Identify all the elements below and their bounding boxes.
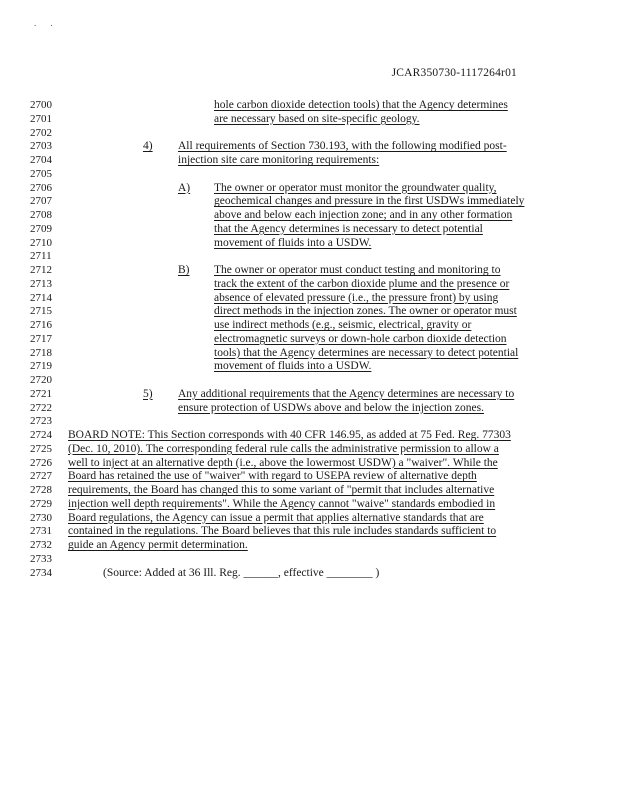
document-line xyxy=(0,552,618,566)
line-number: 2720 xyxy=(30,374,52,386)
line-text: injection well depth requirements". While the Agency cannot "waive" standards embodied in xyxy=(68,497,496,510)
document-line xyxy=(0,469,618,483)
document-line xyxy=(0,387,618,401)
list-marker: 4) xyxy=(143,140,153,153)
document-line xyxy=(0,318,618,332)
document-line xyxy=(0,442,618,456)
line-text: are necessary based on site-specific geology. xyxy=(214,112,420,125)
line-number: 2724 xyxy=(30,429,52,441)
document-line xyxy=(0,483,618,497)
line-number: 2710 xyxy=(30,236,52,249)
document-line xyxy=(0,98,618,112)
line-text: well to inject at an alternative depth (i.e., above the lowermost USDW) a "waiver". While the xyxy=(68,456,498,469)
line-number: 2712 xyxy=(30,264,52,276)
list-marker: 5) xyxy=(143,387,153,400)
document-line xyxy=(0,208,618,222)
line-number: 2701 xyxy=(30,112,52,125)
line-text: The owner or operator must monitor the groundwater quality, xyxy=(214,181,497,194)
document-line xyxy=(0,359,618,373)
line-number: 2722 xyxy=(30,401,52,414)
line-number: 2727 xyxy=(30,470,52,483)
document-line xyxy=(0,497,618,511)
document-line xyxy=(0,126,618,140)
document-line xyxy=(0,304,618,318)
document-line xyxy=(0,222,618,236)
document-line xyxy=(0,428,618,442)
line-number: 2704 xyxy=(30,154,52,166)
line-number: 2709 xyxy=(30,222,52,235)
document-line xyxy=(0,277,618,291)
line-number: 2717 xyxy=(30,332,52,345)
line-number: 2721 xyxy=(30,387,52,400)
line-text: (Dec. 10, 2010). The corresponding federal rule calls the administrative permission to allow a xyxy=(68,442,499,455)
line-number: 2730 xyxy=(30,511,52,524)
line-number: 2705 xyxy=(30,167,52,180)
line-text: that the Agency determines is necessary to detect potential xyxy=(214,222,483,235)
line-number: 2719 xyxy=(30,360,52,373)
line-number: 2731 xyxy=(30,525,52,538)
line-text: movement of fluids into a USDW. xyxy=(214,360,372,373)
document-line xyxy=(0,373,618,387)
line-text: above and below each injection zone; and in any other formation xyxy=(214,209,513,221)
line-number: 2700 xyxy=(30,99,52,111)
document-line xyxy=(0,456,618,470)
scan-corner-mark: . . xyxy=(34,18,59,28)
line-text: The owner or operator must conduct testing and monitoring to xyxy=(214,264,501,276)
line-number: 2702 xyxy=(30,126,52,139)
line-text: use indirect methods (e.g., seismic, electrical, gravity or xyxy=(214,319,472,331)
line-text: ensure protection of USDWs above and below the injection zones. xyxy=(178,401,484,414)
document-line xyxy=(0,291,618,305)
document-line xyxy=(0,566,618,580)
line-number: 2708 xyxy=(30,209,52,221)
line-text: BOARD NOTE: This Section corresponds with 40 CFR 146.95, as added at 75 Fed. Reg. 77303 xyxy=(68,429,511,441)
line-text: tools) that the Agency determines are necessary to detect potential xyxy=(214,346,519,359)
line-text: direct methods in the injection zones. The owner or operator must xyxy=(214,305,517,318)
line-number: 2715 xyxy=(30,305,52,318)
line-text: contained in the regulations. The Board believes that this rule includes standards sufficient to xyxy=(68,525,497,538)
document-line xyxy=(0,112,618,126)
line-number: 2716 xyxy=(30,319,52,331)
line-text: absence of elevated pressure (i.e., the pressure front) by using xyxy=(214,291,499,304)
line-text: electromagnetic surveys or down-hole carbon dioxide detection xyxy=(214,332,507,345)
line-number: 2711 xyxy=(30,250,52,263)
line-number: 2728 xyxy=(30,484,52,496)
line-number: 2729 xyxy=(30,497,52,510)
line-text: movement of fluids into a USDW. xyxy=(214,236,372,249)
line-number: 2714 xyxy=(30,291,52,304)
line-number: 2733 xyxy=(30,552,52,565)
document-line xyxy=(0,332,618,346)
line-number: 2726 xyxy=(30,456,52,469)
document-line xyxy=(0,236,618,250)
line-text: hole carbon dioxide detection tools) that the Agency determines xyxy=(214,99,508,111)
document-line xyxy=(0,153,618,167)
line-number: 2703 xyxy=(30,140,52,153)
line-text: requirements, the Board has changed this to some variant of "permit that includes alternative xyxy=(68,484,495,496)
document-line xyxy=(0,263,618,277)
line-text: Board regulations, the Agency can issue a permit that applies alternative standards that are xyxy=(68,511,484,524)
line-number: 2723 xyxy=(30,415,52,428)
line-number: 2725 xyxy=(30,442,52,455)
line-number: 2734 xyxy=(30,566,52,579)
line-text: Any additional requirements that the Agency determines are necessary to xyxy=(178,387,515,400)
document-id: JCAR350730-1117264r01 xyxy=(391,67,517,79)
document-line xyxy=(0,346,618,360)
line-number: 2713 xyxy=(30,277,52,290)
document-line xyxy=(0,538,618,552)
document-line xyxy=(0,414,618,428)
list-marker: B) xyxy=(178,264,190,276)
line-text: All requirements of Section 730.193, with the following modified post- xyxy=(178,140,507,153)
line-number: 2707 xyxy=(30,195,52,208)
document-line xyxy=(0,167,618,181)
line-number: 2706 xyxy=(30,181,52,194)
line-text: geochemical changes and pressure in the first USDWs immediately xyxy=(214,195,525,208)
line-text: track the extent of the carbon dioxide plume and the presence or xyxy=(214,277,510,290)
line-text: injection site care monitoring requirements: xyxy=(178,154,380,166)
document-line xyxy=(0,511,618,525)
line-text: guide an Agency permit determination. xyxy=(68,539,248,551)
document-line xyxy=(0,249,618,263)
line-text: Board has retained the use of "waiver" with regard to USEPA review of alternative depth xyxy=(68,470,477,483)
document-line xyxy=(0,524,618,538)
line-number: 2732 xyxy=(30,539,52,551)
document-line xyxy=(0,181,618,195)
document-line xyxy=(0,401,618,415)
document-line xyxy=(0,194,618,208)
line-number: 2718 xyxy=(30,346,52,359)
list-marker: A) xyxy=(178,181,191,194)
document-line xyxy=(0,139,618,153)
line-text: (Source: Added at 36 Ill. Reg. ______, effective ________ ) xyxy=(103,566,380,579)
